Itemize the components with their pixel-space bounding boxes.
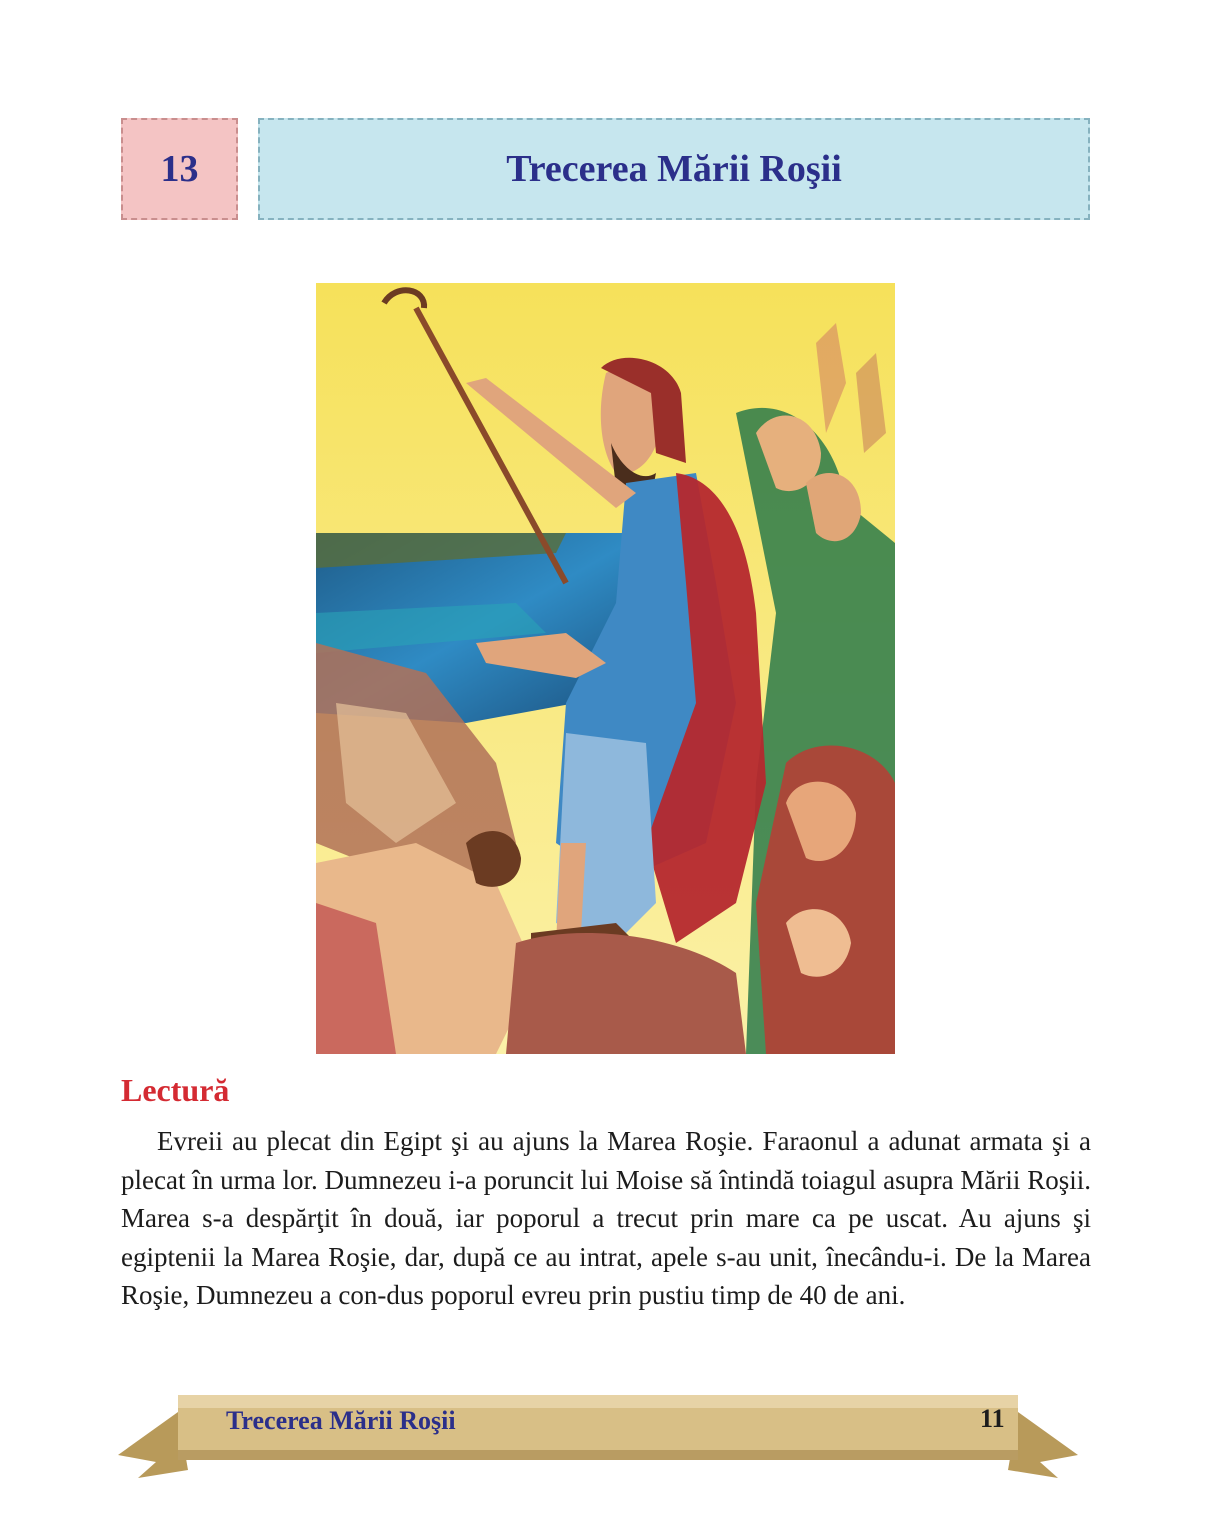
lesson-number: 13 (160, 148, 199, 190)
lesson-title: Trecerea Mării Roşii (506, 148, 842, 190)
footer-ribbon (118, 1390, 1078, 1480)
illustration-moses-red-sea (316, 283, 895, 1054)
footer-title: Trecerea Mării Roşii (226, 1406, 456, 1435)
lesson-title-box (258, 118, 1090, 220)
page-number: 11 (980, 1404, 1005, 1433)
lesson-number-box (121, 118, 238, 220)
reading-paragraph: Evreii au plecat din Egipt şi au ajuns la Marea Roşie. Faraonul a adunat armata şi a plecat în urma lor. Dumnezeu i-a poruncit lui Moise să întindă toiagul asupra Mării Roşii. Marea s-a despărţit în două, iar poporul a trecut prin mare ca pe uscat. Au ajuns şi egiptenii la Marea Roşie, dar, după ce au intrat, apele s-au unit, înecându-i. De la Marea Roşie, Dumnezeu a con-dus poporul evreu prin pustiu timp de 40 de ani. (121, 1126, 1091, 1310)
section-heading: Lectură (121, 1072, 230, 1108)
